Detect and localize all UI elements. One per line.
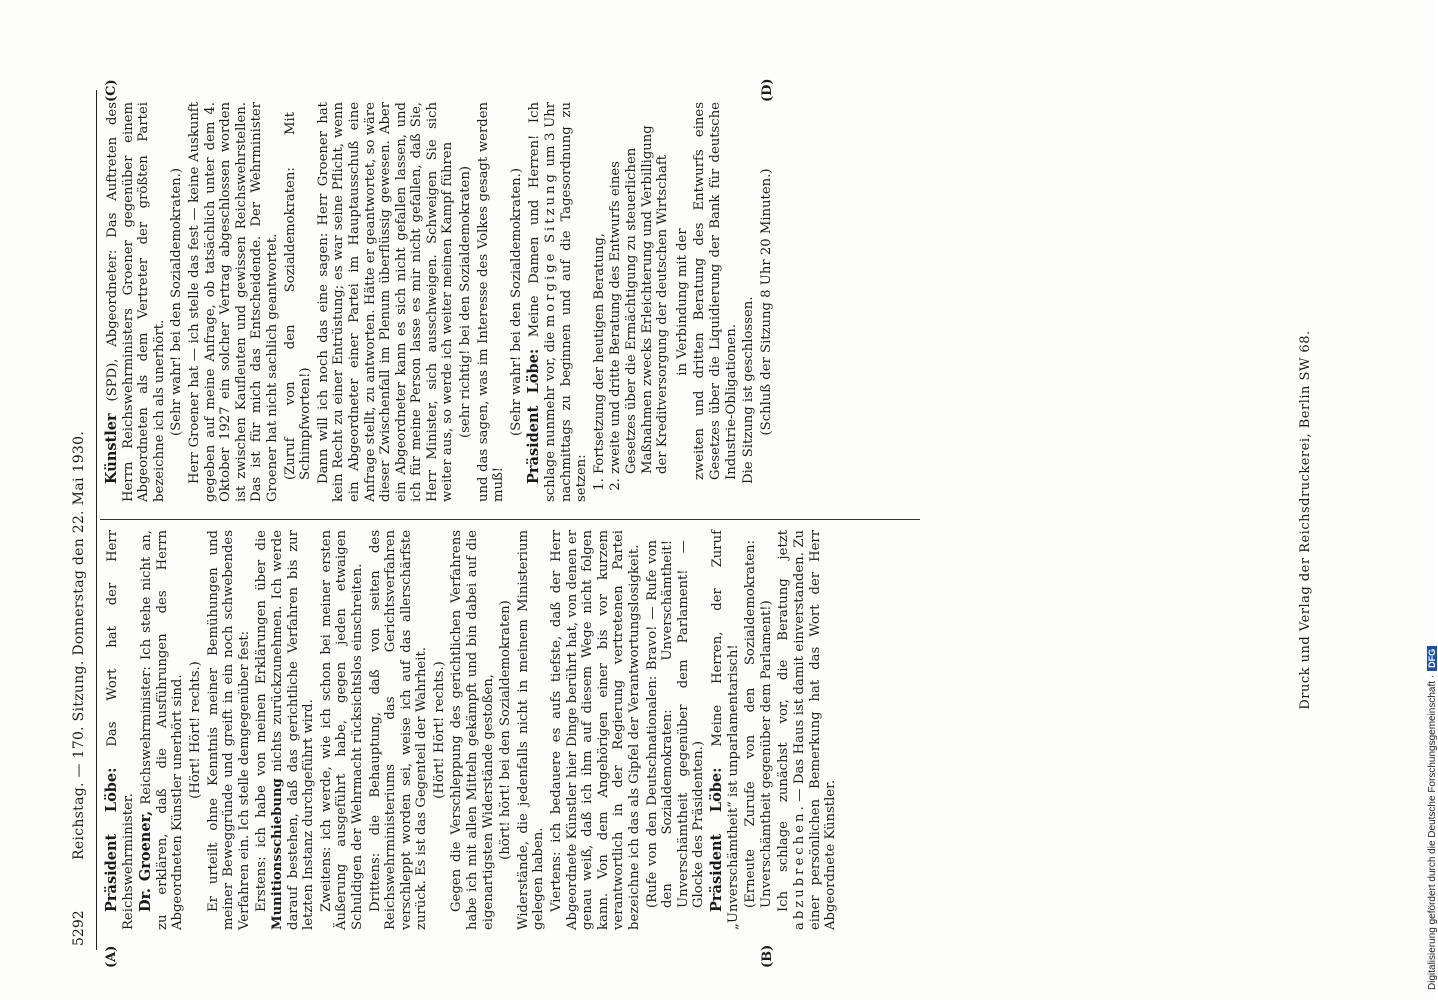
remark: (Sehr wahr! bei den Sozialdemokraten.) — [169, 168, 185, 436]
paragraph: Drittens: die Behauptung, daß von seiten des Reichswehrministeriums das Gerichtsverfahren verschleppt worden sei, weise ich auf das allerschärfste zurück. Es ist das Gegenteil der Wahrheit. — [367, 530, 430, 930]
speaker-name: Präsident Löbe: — [103, 767, 120, 912]
paragraph — [104, 530, 136, 930]
margin-marker-c: (C) — [104, 79, 119, 102]
spaced-text: morgige Sitzung — [543, 171, 559, 328]
paragraph — [776, 530, 838, 930]
paragraph: und das sagen, was im Interesse des Volkes gesagt werden muß! — [475, 102, 507, 502]
speaker-name: Präsident Löbe: — [525, 348, 543, 484]
page-header — [70, 90, 97, 950]
margin-marker-b: (B) — [760, 944, 775, 968]
paragraph: Dann will ich noch das eine sagen: Herr Groener hat kein Recht zu einer Entrüstung; es war seine Pflicht, wenn ein Abgeordneter einer Partei im Hauptausschuß eine Anfrage stellt, zu antworten. Hätte er geantwortet, so wäre dieser Zwischenfall im Plenum überflüssig gewesen. Aber ein Abgeordneter kann es sich nicht gefallen lassen, und ich für meine Person lasse es mir nicht gefallen, daß Sie, Herr Minister, sich ausschweigen. Schweigen Sie sich weiter aus, so werde ich weiter meinen Kampf führen — [315, 102, 456, 502]
margin-marker-a: (A) — [104, 945, 119, 968]
paragraph: Viertens: ich bedauere es aufs tiefste, daß der Herr Abgeordnete Künstler hier Dinge berührt hat, von denen er genau weiß, daß ich ihm auf diesem Wege nicht folgen kann. Von dem Angehörigen einer bis vor kurzem verantwortlich in der Regierung vertretenen Partei bezeichne ich das als Gipfel der Verantwortungslosigkeit. — [549, 530, 642, 930]
remark: (Schluß der Sitzung 8 Uhr 20 Minuten.) — [758, 168, 774, 436]
paragraph-text: nichts zurückzunehmen. Ich werde darauf bestehen, daß das gerichtliche Verfahren bis zur letzten Instanz durchgeführt wird. — [269, 530, 317, 930]
list-item: 1. Fortsetzung der heutigen Beratung, — [592, 102, 608, 474]
paragraph: Er urteilt ohne Kenntnis meiner Bemühungen und meiner Beweggründe und greift in ein noch schwebendes Verfahren ein. Ich stelle demgegenüber fest: — [205, 530, 252, 930]
printer-imprint: Druck und Verlag der Reichsdruckerei, Berlin SW 68. — [1298, 330, 1313, 710]
paragraph-text: Ich schlage zunächst vor, die Beratung jetzt — [776, 530, 792, 912]
margin-marker-d: (D) — [760, 78, 775, 102]
paragraph — [104, 102, 167, 502]
paragraph — [254, 530, 316, 930]
paragraph: Zweitens: ich werde, wie ich schon bei meiner ersten Äußerung ausgeführt habe, gegen jeden etwaigen Schuldigen der Wehrmacht rücksichtslos einschreiten. — [318, 530, 365, 930]
remark: (hört! hört! bei den Sozialdemokraten) — [498, 600, 514, 860]
paragraph: Herr Groener hat — ich stelle das fest — keine Auskunft gegeben auf meine Anfrage, ob tatsächlich unter dem 4. Oktober 1927 ein solcher Vertrag abgeschlossen worden ist zwischen Kaufleuten und gewissen Reichswehrstellen. Das ist für mich das Entscheidende. Der Wehrminister Groener hat nicht sachlich geantwortet. — [186, 102, 280, 502]
paragraph — [709, 530, 741, 930]
agenda-list — [592, 102, 671, 502]
paragraph-text: Meine Damen und Herren! Ich schlage nunmehr vor, die — [527, 102, 559, 502]
paragraph-text: um 3 Uhr nachmittags zu beginnen und auf die Tagesordnung zu setzen: — [543, 102, 590, 502]
remark: (Hört! Hört! rechts.) — [431, 661, 447, 799]
paragraph-text: Erstens: ich habe von meinen Erklärungen über die — [254, 530, 270, 912]
column-divider — [100, 519, 920, 520]
credit-text: Digitalisierung gefördert durch die Deutsche Forschungsgemeinschaft · — [1427, 674, 1438, 990]
remark: (Erneute Zurufe von den Sozialdemokraten: Unverschämtheit gegenüber dem Parlament!) — [743, 540, 774, 908]
document-sheet — [70, 78, 1390, 968]
paragraph-text: Das Wort hat der Herr Reichswehrminister. — [105, 530, 136, 930]
page-number: 5292 — [71, 910, 87, 946]
right-column — [104, 102, 776, 502]
paragraph-text: . — Das Haus ist damit einverstanden. Zu einer persönlichen Bemerkung hat das Wort der Herr Abgeordnete Künstler. — [791, 530, 839, 930]
list-item: 2. zweite und dritte Beratung des Entwurfs eines Gesetzes über die Ermächtigung zu steuerlichen Maßnahmen zwecks Erleichterung und Verbilligung der Kreditversorgung der deutschen Wirtschaft — [608, 102, 670, 474]
paragraph: Widerstände, die jedenfalls nicht in meinem Ministerium gelegen haben. — [515, 530, 547, 930]
remark: (Hört! Hört! rechts.) — [187, 661, 203, 799]
paragraph-text: Reichswehrminister: Ich stehe nicht an, zu erklären, daß die Ausführungen des Herrn Abgeordneten Künstler unerhört sind. — [139, 530, 186, 930]
bold-term: Munitionsschiebung — [269, 778, 285, 930]
list-connector: in Verbindung mit der — [674, 228, 690, 376]
dfg-logo: DFG — [1427, 646, 1437, 671]
paragraph-text: Meine Herren, der Zuruf „Unverschämtheit“ ist unparlamentarisch! — [709, 530, 741, 930]
remark: (Rufe von den Deutschnationalen: Bravo! — Rufe von den Sozialdemokraten: Unverschämtheit! Unverschämtheit gegenüber dem Parlament! — Glocke des Präsidenten.) — [644, 540, 707, 908]
remark: (Zuruf von den Sozialdemokraten: Mit Schimpfworten!) — [282, 112, 314, 480]
paragraph-text: (SPD), Abgeordneter: Das Auftreten des Herrn Reichswehrministers Groener gegenüber einem Abgeordneten als dem Vertreter der größten Partei bezeichne ich als unerhört. — [105, 102, 167, 502]
page-running-title: Reichstag. — 170. Sitzung. Donnerstag den 22. Mai 1930. — [71, 430, 87, 860]
spaced-text: abzubrechen — [791, 810, 807, 930]
left-column — [104, 530, 841, 930]
list-item: zweiten und dritten Beratung des Entwurfs eines Gesetzes über die Liquidierung der Bank für deutsche Industrie-Obligationen. — [692, 102, 739, 480]
remark: (sehr richtig! bei den Sozialdemokraten) — [458, 166, 474, 438]
paragraph — [138, 530, 186, 930]
speaker-name: Künstler — [103, 413, 120, 484]
speaker-name: Präsident Löbe: — [707, 767, 725, 912]
paragraph: Gegen die Verschleppung des gerichtlichen Verfahrens habe ich mit allen Mitteln gekämpft und bin dabei auf die eigenartigsten Widerstände gestoßen, — [449, 530, 496, 930]
remark: (Sehr wahr! bei den Sozialdemokraten.) — [508, 168, 524, 436]
paragraph: Die Sitzung ist geschlossen. — [741, 296, 757, 484]
paragraph — [526, 102, 589, 502]
speaker-name: Dr. Groener, — [137, 810, 155, 912]
digitization-credit — [1427, 646, 1438, 990]
